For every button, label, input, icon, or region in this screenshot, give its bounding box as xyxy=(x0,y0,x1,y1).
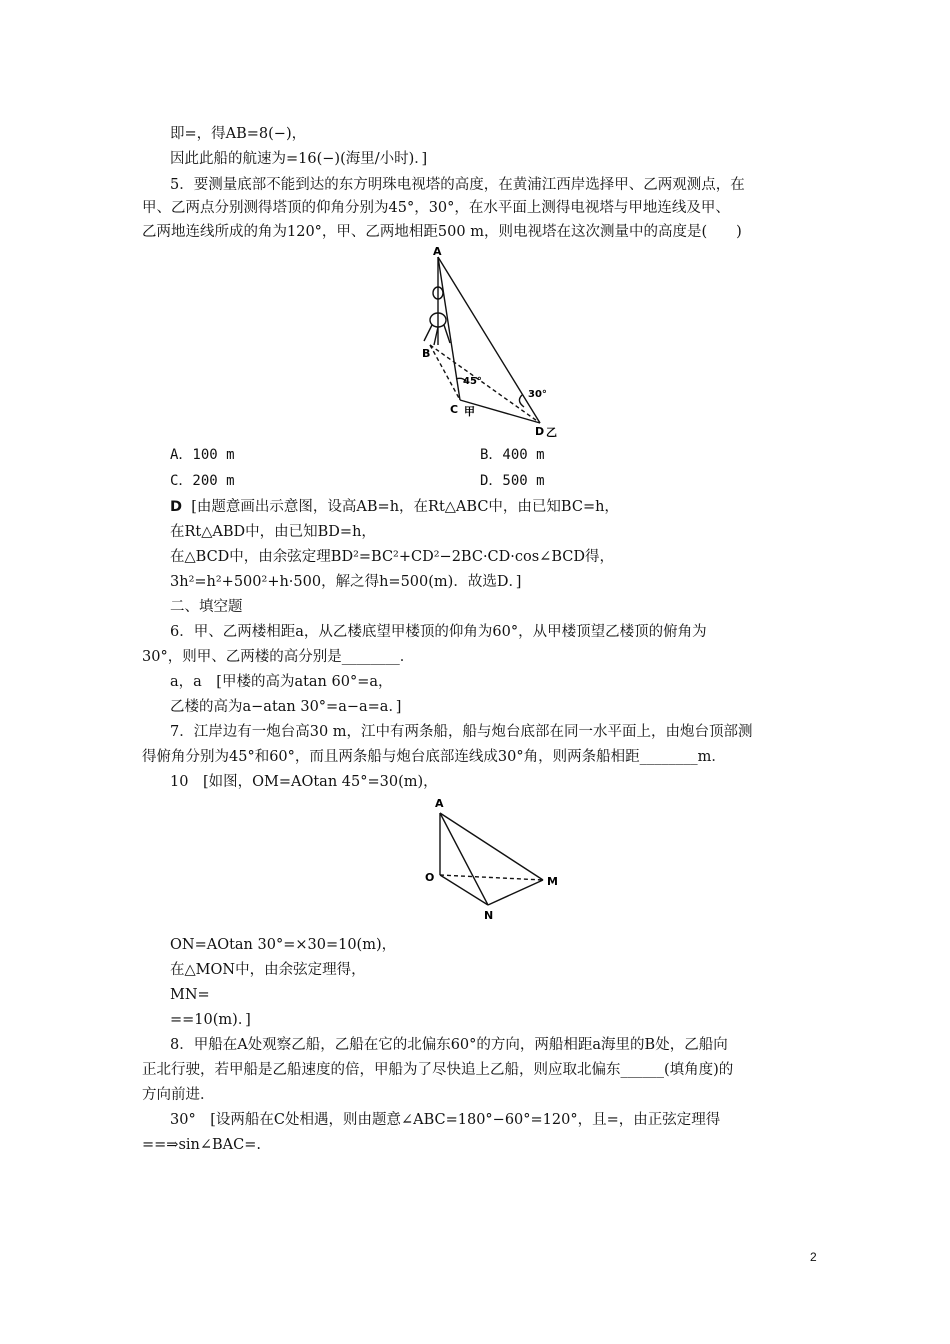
fig1-label-D: D xyxy=(535,425,545,438)
fig2-label-M: M xyxy=(547,875,558,888)
question-7-text: 得俯角分别为45°和60°，而且两条船与炮台底部连线成30°角，则两条船相距________m． xyxy=(142,749,726,765)
fig1-label-B: B xyxy=(422,347,431,360)
option-c: C．200 m xyxy=(170,473,235,489)
question-8-text: 方向前进． xyxy=(142,1087,215,1103)
option-b: B．400 m xyxy=(480,447,545,463)
option-a: A．100 m xyxy=(170,447,235,463)
question-6-text: 30°，则甲、乙两楼的高分别是________． xyxy=(142,649,415,665)
question-5-text: 乙两地连线所成的角为120°，甲、乙两地相距500 m，则电视塔在这次测量中的高度是( ) xyxy=(142,224,742,240)
question-6-text: 6．甲、乙两楼相距a，从乙楼底望甲楼顶的仰角为60°，从甲楼顶望乙楼顶的俯角为 xyxy=(170,624,707,640)
q8-solution-line: ==⇒sin∠BAC=. xyxy=(142,1137,261,1153)
fig2-line-AM xyxy=(440,813,543,880)
q5-solution-line: 在△BCD中，由余弦定理BD²=BC²+CD²−2BC·CD·cos∠BCD得， xyxy=(170,549,614,565)
q6-answer: a，a [甲楼的高为atan 60°=a， xyxy=(170,674,393,690)
q5-solution-line: 3h²=h²+500²+h·500，解之得h=500(m)．故选D．] xyxy=(170,574,522,590)
question-8-text: 8．甲船在A处观察乙船，乙船在它的北偏东60°的方向，两船相距a海里的B处，乙船向 xyxy=(170,1037,728,1053)
q8-answer: 30° [设两船在C处相遇，则由题意∠ABC=180°−60°=120°，且=，由正弦定理得 xyxy=(170,1112,721,1128)
q6-solution-line: 乙楼的高为a−atan 30°=a−a=a．] xyxy=(170,699,402,715)
fig2-line-AN xyxy=(440,813,488,905)
fig2-dashed-OM xyxy=(440,875,543,880)
q7-solution-line: 在△MON中，由余弦定理得， xyxy=(170,962,366,978)
q7-solution-line: MN= xyxy=(170,987,210,1003)
fig1-label-yi: 乙 xyxy=(546,426,557,439)
question-5-text: 5．要测量底部不能到达的东方明珠电视塔的高度，在黄浦江西岸选择甲、乙两观测点，在 xyxy=(170,177,745,193)
fig1-tower-leg xyxy=(424,325,432,341)
question-7-text: 7．江岸边有一炮台高30 m，江中有两条船，船与炮台底部在同一水平面上，由炮台顶部测 xyxy=(170,724,753,740)
fig1-label-C: C xyxy=(450,403,459,416)
text-line: 因此此船的航速为=16(−)(海里/小时)．] xyxy=(170,151,428,167)
tower-figure xyxy=(410,245,600,440)
q7-solution-line: ==10(m)．] xyxy=(170,1012,251,1028)
q5-answer-letter: D xyxy=(170,499,183,515)
fig1-dashed-BD xyxy=(430,345,540,423)
page-number: 2 xyxy=(810,1250,817,1264)
fig1-label-jia: 甲 xyxy=(464,405,475,418)
fig2-line-NM xyxy=(488,880,543,905)
q5-solution-text: [由题意画出示意图，设高AB=h，在Rt△ABC中，由已知BC=h， xyxy=(191,499,619,515)
question-8-text: 正北行驶，若甲船是乙船速度的倍，甲船为了尽快追上乙船，则应取北偏东______(填角度)的 xyxy=(142,1062,734,1078)
fig2-label-A: A xyxy=(435,797,444,810)
fig1-angle-30: 30° xyxy=(528,389,547,400)
q5-solution-line xyxy=(170,497,619,517)
q5-solution-line: 在Rt△ABD中，由已知BD=h， xyxy=(170,524,376,540)
fig2-label-N: N xyxy=(484,909,494,922)
fig1-line-AD xyxy=(438,257,540,423)
section-title: 二、填空题 xyxy=(170,599,243,615)
q7-answer: 10 [如图，OM=AOtan 45°=30(m)， xyxy=(170,774,438,790)
option-d: D．500 m xyxy=(480,473,545,489)
fig1-angle-45: 45° xyxy=(463,376,482,387)
q7-solution-line: ON=AOtan 30°=×30=10(m)， xyxy=(170,937,397,953)
question-5-text: 甲、乙两点分别测得塔顶的仰角分别为45°，30°，在水平面上测得电视塔与甲地连线及甲、 xyxy=(142,200,730,216)
text-line: 即=，得AB=8(−)， xyxy=(170,126,307,142)
pyramid-figure xyxy=(415,795,575,925)
fig1-label-A: A xyxy=(433,245,442,258)
fig2-label-O: O xyxy=(425,871,435,884)
